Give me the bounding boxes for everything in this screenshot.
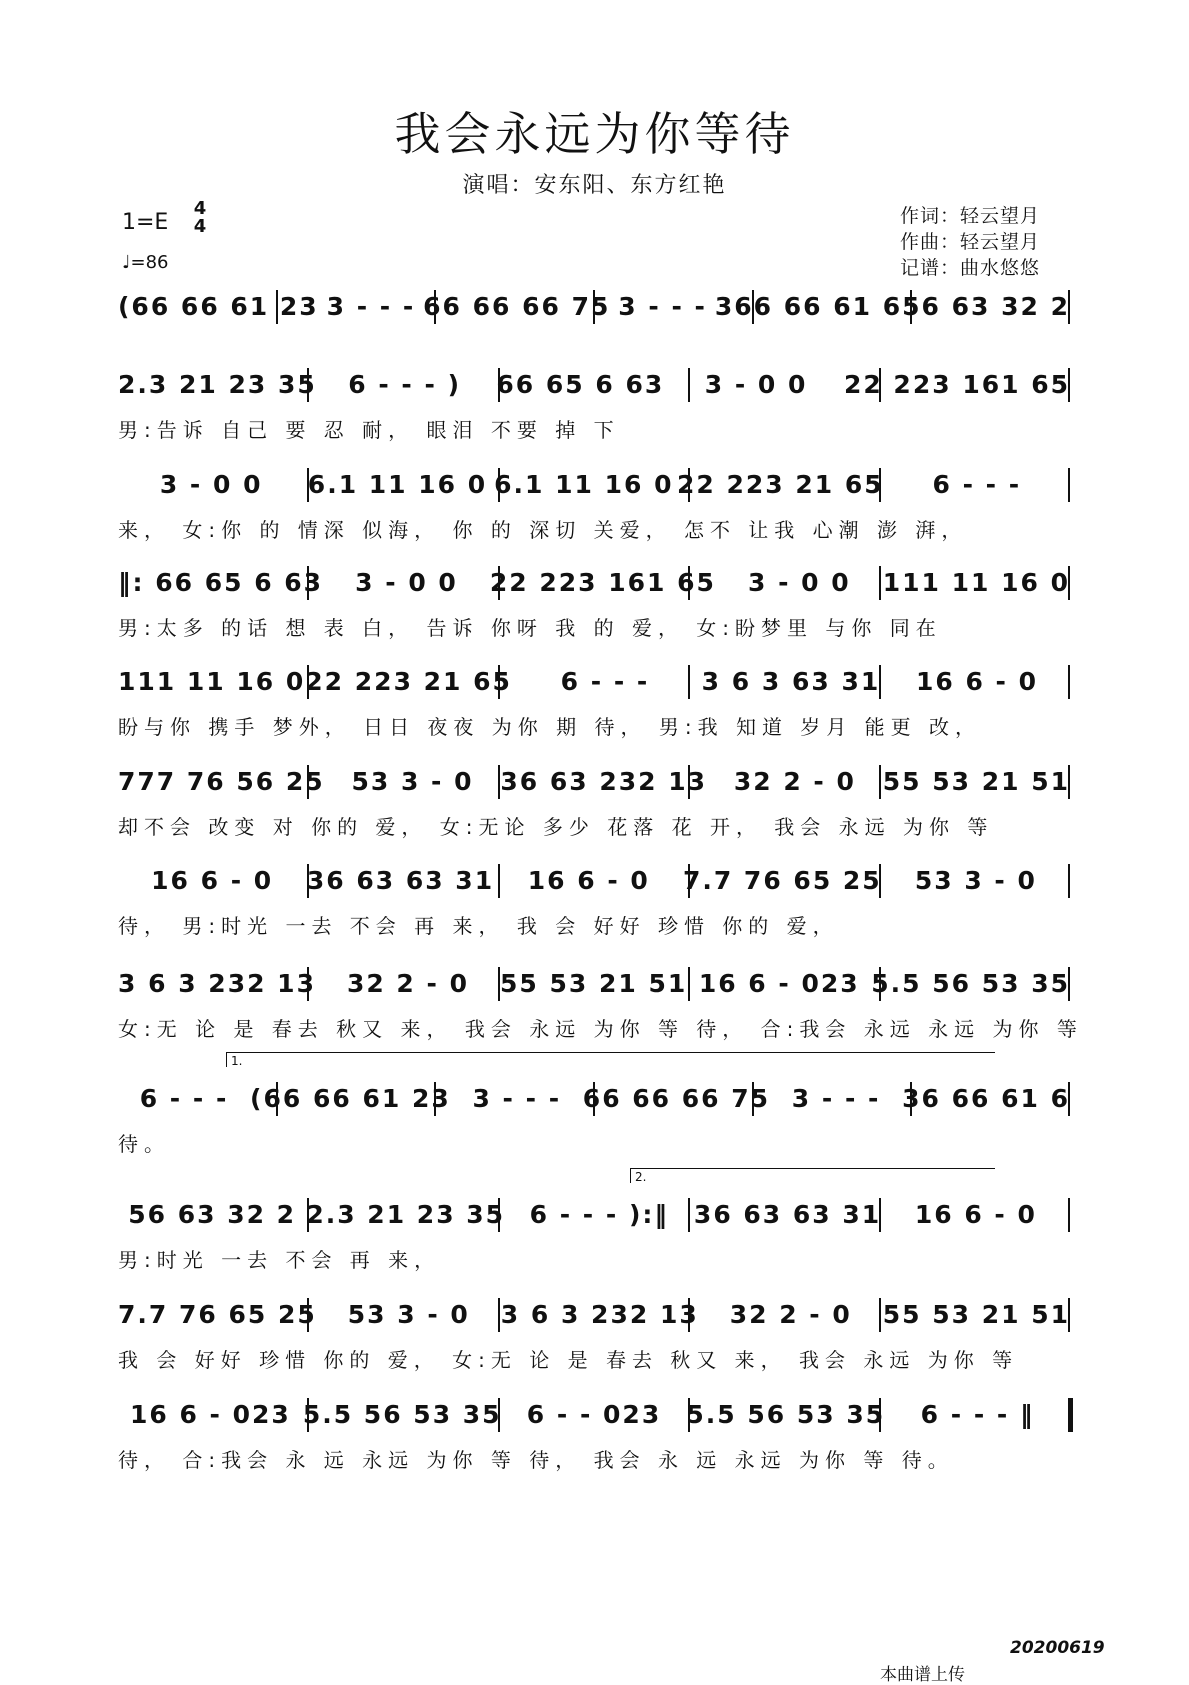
music-system — [118, 665, 1070, 701]
measure: 36 63 63 31 — [693, 1200, 882, 1229]
barline — [434, 290, 436, 324]
lyric-line: 男:时光 一去 不会 再 来， — [118, 1248, 441, 1272]
measure: (66 66 61 23 — [250, 1084, 451, 1113]
barline — [879, 765, 881, 799]
lyric-line: 待， 男:时光 一去 不会 再 来， 我 会 好好 珍惜 你的 爱， — [118, 914, 839, 938]
measure: 111 11 16 0 — [882, 568, 1071, 597]
volta-second: 2. — [630, 1168, 995, 1183]
barline — [498, 665, 500, 699]
footer-date: 20200619 — [1010, 1638, 1105, 1658]
measure: 6 - - - ‖ — [920, 1400, 1035, 1429]
barline — [434, 1082, 436, 1116]
measure: 3 6 3 63 31 — [701, 667, 881, 696]
measure-row — [118, 1398, 1070, 1432]
measure: 6.1 11 16 0 — [307, 470, 488, 499]
measure-row — [118, 1298, 1070, 1332]
measure: 6 - - - — [139, 1084, 229, 1113]
measure: 53 3 - 0 — [347, 1300, 470, 1329]
barline — [307, 864, 309, 898]
barline — [498, 1298, 500, 1332]
lyric-line: 待。 — [118, 1132, 170, 1156]
music-system — [118, 1198, 1070, 1234]
measure: 5.5 56 53 35 — [686, 1400, 886, 1429]
barline — [1068, 967, 1070, 1001]
footer-note: 本曲谱上传 — [880, 1665, 965, 1685]
key-signature: 1=E — [122, 210, 169, 235]
measure: 3 6 3 232 13 — [118, 969, 316, 998]
barline — [276, 1082, 278, 1116]
measure: (66 66 61 23 — [118, 292, 319, 321]
measure: 5.5 56 53 35 — [871, 969, 1071, 998]
barline — [1068, 368, 1070, 402]
lyricist: 作词：轻云望月 — [900, 205, 1041, 227]
measure: 6 - - - — [560, 667, 650, 696]
barline — [307, 1198, 309, 1232]
barline — [688, 1398, 690, 1432]
measure-row — [118, 967, 1070, 1001]
measure-row — [118, 665, 1070, 699]
measure: 53 3 - 0 — [914, 866, 1037, 895]
barline — [688, 967, 690, 1001]
barline — [307, 368, 309, 402]
barline — [910, 290, 912, 324]
measure: 3 - - - — [326, 292, 416, 321]
music-system — [118, 290, 1070, 326]
page-title: 我会永远为你等待 — [394, 107, 795, 161]
measure: 55 53 21 51 — [882, 1300, 1071, 1329]
time-signature — [190, 200, 210, 236]
measure: 3 - - - — [618, 292, 707, 321]
barline — [307, 765, 309, 799]
time-signature-top: 4 — [193, 198, 207, 219]
barline — [688, 765, 690, 799]
measure: 2.3 21 23 35 — [306, 1200, 506, 1229]
barline — [879, 1198, 881, 1232]
measure: 16 6 - 0 — [915, 667, 1039, 696]
barline — [879, 1298, 881, 1332]
measure: 55 53 21 51 — [882, 767, 1070, 796]
measure: 22 223 21 65 — [305, 667, 512, 696]
barline — [752, 1082, 754, 1116]
measure: 6 - - 023 — [526, 1400, 662, 1429]
barline — [688, 368, 690, 402]
barline — [688, 566, 690, 600]
barline — [1068, 864, 1070, 898]
lyric-line: 来， 女:你 的 情深 似海， 你 的 深切 关爱， 怎不 让我 心潮 澎 湃， — [118, 518, 968, 542]
measure: 32 2 - 0 — [346, 969, 470, 998]
lyric-line: 我 会 好好 珍惜 你的 爱， 女:无 论 是 春去 秋又 来， 我会 永远 为你 等 — [118, 1348, 1019, 1372]
barline — [498, 864, 500, 898]
measure: 16 6 - 0 — [151, 866, 274, 895]
measure: 366 66 61 6 — [714, 292, 903, 321]
composer: 作曲：轻云望月 — [900, 231, 1041, 253]
measure-row — [118, 368, 1070, 402]
measure: 36 63 232 13 — [500, 767, 708, 796]
measure: 3 6 3 232 13 — [500, 1300, 699, 1329]
measure-row — [118, 765, 1070, 799]
measure: 3 - - - — [472, 1084, 562, 1113]
measure: 55 53 21 51 — [499, 969, 688, 998]
barline — [879, 368, 881, 402]
barline — [1068, 468, 1070, 502]
performers: 演唱：安东阳、东方红艳 — [462, 173, 727, 198]
music-system — [118, 765, 1070, 801]
barline — [307, 468, 309, 502]
barline — [879, 1398, 881, 1432]
measure: 66 66 66 75 — [582, 1084, 771, 1113]
music-system — [118, 1398, 1070, 1434]
barline — [498, 967, 500, 1001]
measure: 7.7 76 65 25 — [682, 866, 882, 895]
music-system — [118, 468, 1070, 504]
barline — [307, 1398, 309, 1432]
music-system — [118, 368, 1070, 404]
lyric-line: 盼与你 携手 梦外， 日日 夜夜 为你 期 待， 男:我 知道 岁月 能更 改， — [118, 715, 982, 739]
barline — [307, 665, 309, 699]
barline — [498, 765, 500, 799]
lyric-line: 待， 合:我会 永 远 永远 为你 等 待， 我会 永 远 永远 为你 等 待。 — [118, 1448, 954, 1472]
barline — [307, 566, 309, 600]
barline — [879, 967, 881, 1001]
barline — [276, 290, 278, 324]
barline — [1068, 665, 1070, 699]
barline — [498, 566, 500, 600]
measure: 3 - 0 0 — [748, 568, 851, 597]
measure: 36 66 61 6 — [902, 1084, 1071, 1113]
measure: 22 223 161 65 — [489, 568, 716, 597]
barline — [879, 665, 881, 699]
music-system — [118, 1298, 1070, 1334]
barline — [1068, 566, 1070, 600]
measure: 53 3 - 0 — [351, 767, 474, 796]
measure: 22 223 161 65 — [843, 370, 1070, 399]
barline — [307, 1298, 309, 1332]
measure: 16 6 - 023 — [698, 969, 860, 998]
music-system — [118, 1082, 1070, 1118]
lyric-line: 男:告诉 自己 要 忍 耐， 眼泪 不要 掉 下 — [118, 418, 620, 442]
music-system — [118, 967, 1070, 1003]
credits — [900, 203, 1040, 281]
barline — [688, 1198, 690, 1232]
measure: 3 - 0 0 — [159, 470, 263, 499]
barline — [879, 566, 881, 600]
measure: 66 65 6 63 — [496, 370, 665, 399]
measure: 6 - - - ):‖ — [529, 1200, 669, 1229]
measure: 3 - 0 0 — [704, 370, 808, 399]
barline — [752, 290, 754, 324]
measure: 7.7 76 65 25 — [118, 1300, 317, 1329]
music-system — [118, 566, 1070, 602]
barline — [910, 1082, 912, 1116]
barline — [1068, 1298, 1070, 1332]
measure: 3 - - - — [791, 1084, 881, 1113]
barline — [498, 1398, 500, 1432]
measure: 5.5 56 53 35 — [302, 1400, 502, 1429]
volta-first: 1. — [226, 1052, 995, 1067]
measure: 2.3 21 23 35 — [118, 370, 317, 399]
measure-row — [118, 1198, 1070, 1232]
measure-row — [118, 864, 1070, 898]
barline — [688, 864, 690, 898]
barline — [688, 665, 690, 699]
barline — [593, 290, 595, 324]
barline — [307, 967, 309, 1001]
barline — [688, 1298, 690, 1332]
transcriber: 记谱：曲水悠悠 — [900, 257, 1041, 279]
barline — [1068, 765, 1070, 799]
measure: 32 2 - 0 — [729, 1300, 852, 1329]
measure: 22 223 21 65 — [676, 470, 884, 499]
barline — [593, 1082, 595, 1116]
measure: 56 63 32 2 — [128, 1200, 297, 1229]
barline — [498, 1198, 500, 1232]
tempo: ♩=86 — [122, 252, 169, 273]
barline — [1068, 1198, 1070, 1232]
barline — [498, 468, 500, 502]
measure: 6 - - - ) — [348, 370, 462, 399]
measure: 111 11 16 0 — [118, 667, 306, 696]
measure: 6 - - - — [932, 470, 1022, 499]
barline — [879, 468, 881, 502]
lyric-line: 女:无 论 是 春去 秋又 来， 我会 永远 为你 等 待， 合:我会 永远 永远 为你 等 — [118, 1017, 1083, 1041]
barline — [1068, 1398, 1073, 1432]
measure: 36 63 63 31 — [306, 866, 495, 895]
time-signature-bottom: 4 — [193, 216, 207, 237]
music-system — [118, 864, 1070, 900]
lyric-line: 却不会 改变 对 你的 爱， 女:无论 多少 花落 花 开， 我会 永远 为你 等 — [118, 815, 994, 839]
lyric-line: 男:太多 的话 想 表 白， 告诉 你呀 我 的 爱， 女:盼梦里 与你 同在 — [118, 616, 942, 640]
barline — [879, 864, 881, 898]
measure: 16 6 - 0 — [914, 1200, 1037, 1229]
measure-row — [118, 566, 1070, 600]
measure-row — [118, 468, 1070, 502]
measure: 6.1 11 16 0 — [494, 470, 674, 499]
barline — [688, 468, 690, 502]
measure: 16 6 - 0 — [527, 866, 650, 895]
measure: 777 76 56 25 — [118, 767, 325, 796]
measure: 3 - 0 0 — [355, 568, 458, 597]
barline — [1068, 290, 1070, 324]
measure: 56 63 32 2 — [902, 292, 1070, 321]
measure: ‖: 66 65 6 63 — [118, 568, 324, 597]
measure: 66 66 66 75 — [423, 292, 611, 321]
barline — [498, 368, 500, 402]
barline — [1068, 1082, 1070, 1116]
measure: 16 6 - 023 — [129, 1400, 291, 1429]
measure: 32 2 - 0 — [733, 767, 856, 796]
